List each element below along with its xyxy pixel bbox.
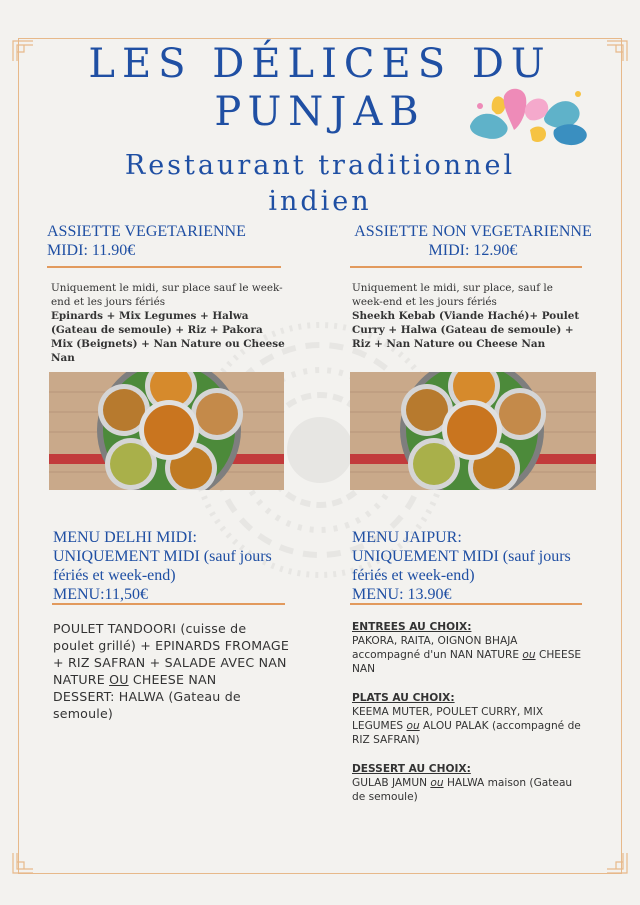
delhi-menu-condition-cont: fériés et week-end) (53, 567, 176, 584)
jaipur-entrees-or: ou (522, 649, 536, 661)
thali-plate-photo (350, 372, 596, 490)
restaurant-subtitle: Restaurant traditionnel indien (124, 150, 516, 217)
delhi-menu-or: OU (109, 672, 129, 687)
corner-ornament-icon (606, 852, 628, 874)
veg-plate-description (51, 281, 287, 365)
jaipur-dessert (352, 762, 588, 804)
jaipur-plats-list: KEEMA MUTER, POULET CURRY, MIX LEGUMES (352, 706, 544, 732)
delhi-menu-name: MENU DELHI MIDI: (53, 529, 197, 546)
paint-splash-icon (466, 86, 590, 152)
delhi-menu-condition: UNIQUEMENT MIDI (sauf jours (53, 548, 272, 565)
veg-plate-note: Uniquement le midi, sur place sauf le week-end et les jours fériés (51, 282, 283, 308)
nonveg-plate-name: ASSIETTE NON VEGETARIENNE (354, 223, 592, 240)
jaipur-dessert-heading: DESSERT AU CHOIX: (352, 763, 471, 775)
veg-plate-title (47, 222, 287, 260)
nonveg-divider (350, 266, 582, 268)
nonveg-plate-contents: Sheekh Kebab (Viande Haché)+ Poulet Curry + Halwa (Gateau de semoule) + Riz + Nan Nature ou Cheese Nan (352, 310, 580, 350)
delhi-menu-nan-option: CHEESE NAN (128, 672, 217, 687)
nonveg-plate-title (348, 222, 598, 260)
delhi-divider (52, 603, 285, 605)
jaipur-entrees (352, 620, 588, 676)
delhi-menu-price: MENU:11,50€ (53, 586, 148, 603)
jaipur-dessert-halwa: HALWA maison (Gateau de semoule) (352, 777, 573, 803)
veg-plate-price: MIDI: 11.90€ (47, 242, 136, 259)
corner-ornament-icon (606, 40, 628, 62)
jaipur-plats (352, 691, 588, 747)
restaurant-title: LES DÉLICES DU PUNJAB (88, 41, 552, 135)
delhi-menu-dessert: DESSERT: HALWA (Gateau de semoule) (53, 689, 241, 721)
jaipur-menu-condition: UNIQUEMENT MIDI (sauf jours (352, 548, 571, 565)
jaipur-menu-condition-cont: fériés et week-end) (352, 567, 475, 584)
jaipur-menu-name: MENU JAIPUR: (352, 529, 462, 546)
nonveg-plate-price: MIDI: 12.90€ (428, 242, 518, 259)
corner-ornament-icon (12, 852, 34, 874)
jaipur-plats-heading: PLATS AU CHOIX: (352, 692, 455, 704)
jaipur-plats-or: ou (406, 720, 420, 732)
jaipur-menu-price: MENU: 13.90€ (352, 586, 452, 603)
nonveg-plate-description (352, 281, 584, 351)
thali-plate-photo (49, 372, 284, 490)
jaipur-entrees-nan: CHEESE NAN (352, 649, 582, 675)
jaipur-dessert-gulab: GULAB JAMUN (352, 777, 431, 789)
jaipur-divider (350, 603, 582, 605)
veg-plate-contents: Epinards + Mix Legumes + Halwa (Gateau de semoule) + Riz + Pakora Mix (Beignets) + Nan Nature ou Cheese Nan (51, 310, 285, 364)
delhi-menu-title (53, 528, 293, 604)
jaipur-menu-title (352, 528, 592, 604)
delhi-menu-main: POULET TANDOORI (cuisse de poulet grillé) + EPINARDS FROMAGE + RIZ SAFRAN + SALADE AVEC NAN NATURE (53, 621, 289, 687)
corner-ornament-icon (12, 40, 34, 62)
jaipur-entrees-heading: ENTREES AU CHOIX: (352, 621, 472, 633)
jaipur-plats-alou: ALOU PALAK (accompagné de RIZ SAFRAN) (352, 720, 581, 746)
nonveg-plate-note: Uniquement le midi, sur place, sauf le week-end et les jours fériés (352, 282, 553, 308)
veg-divider (47, 266, 281, 268)
jaipur-entrees-list: PAKORA, RAITA, OIGNON BHAJA accompagné d'un NAN NATURE (352, 635, 523, 661)
veg-plate-name: ASSIETTE VEGETARIENNE (47, 223, 246, 240)
delhi-menu-contents (53, 620, 289, 722)
jaipur-dessert-or: ou (430, 777, 444, 789)
